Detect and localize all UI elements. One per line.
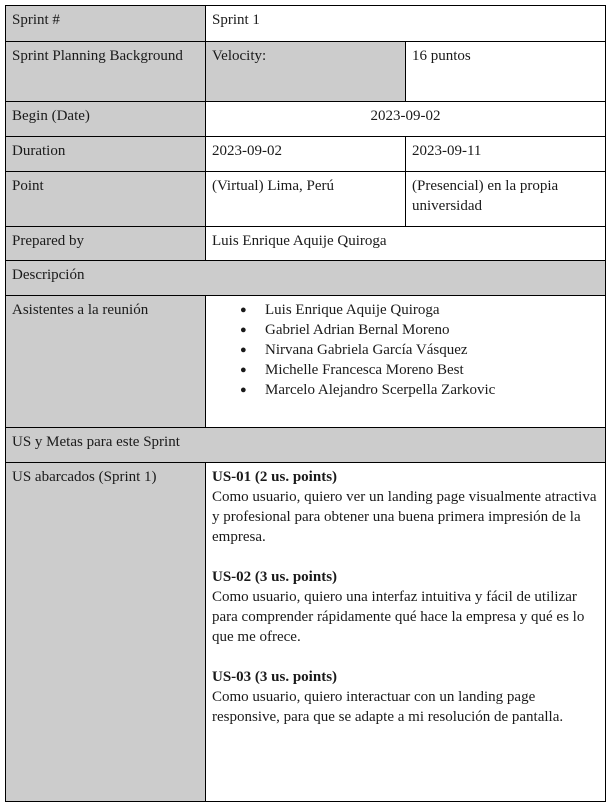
- user-story-title: US-01 (2 us. points): [212, 469, 338, 485]
- user-story: [212, 567, 599, 647]
- attendee-item: ● Michelle Francesca Moreno Best: [240, 360, 599, 380]
- user-story: [212, 467, 599, 547]
- user-story-text: Como usuario, quiero una interfaz intuitiva y fácil de utilizar para comprender rápidamente qué hace la empresa y qué es lo que me ofrece.: [212, 589, 585, 645]
- user-story-text: Como usuario, quiero ver un landing page visualmente atractiva y profesional para obtener una buena primera impresión de la empresa.: [212, 489, 597, 545]
- row-point: [6, 172, 606, 227]
- us-metas-header: US y Metas para este Sprint: [6, 428, 606, 463]
- velocity-label: Velocity:: [206, 42, 406, 102]
- row-planning: [6, 42, 606, 102]
- user-story: [212, 667, 599, 727]
- row-us-metas: [6, 428, 606, 463]
- begin-date: 2023-09-02: [206, 102, 606, 137]
- row-duration: [6, 137, 606, 172]
- duration-start: 2023-09-02: [206, 137, 406, 172]
- point-virtual: (Virtual) Lima, Perú: [206, 172, 406, 227]
- asistentes-label: Asistentes a la reunión: [6, 296, 206, 428]
- row-sprint-number: [6, 6, 606, 42]
- duration-end: 2023-09-11: [406, 137, 606, 172]
- row-us-abarcados: [6, 463, 606, 802]
- point-presencial: (Presencial) en la propia universidad: [406, 172, 606, 227]
- row-begin: [6, 102, 606, 137]
- sprint-table: [5, 5, 606, 802]
- attendee-item: ● Luis Enrique Aquije Quiroga: [240, 300, 599, 320]
- user-story-title: US-03 (3 us. points): [212, 669, 338, 685]
- sprint-number-label: Sprint #: [6, 6, 206, 42]
- attendee-item: ● Gabriel Adrian Bernal Moreno: [240, 320, 599, 340]
- duration-label: Duration: [6, 137, 206, 172]
- us-abarcados-cell: [206, 463, 606, 802]
- user-story-title: US-02 (3 us. points): [212, 569, 338, 585]
- asistentes-cell: [206, 296, 606, 428]
- velocity-value: 16 puntos: [406, 42, 606, 102]
- prepared-by-value: Luis Enrique Aquije Quiroga: [206, 227, 606, 261]
- descripcion-header: Descripción: [6, 261, 606, 296]
- attendee-list: [212, 300, 599, 400]
- user-story-text: Como usuario, quiero interactuar con un landing page responsive, para que se adapte a mi resolución de pantalla.: [212, 689, 564, 725]
- row-asistentes: [6, 296, 606, 428]
- attendee-item: ● Nirvana Gabriela García Vásquez: [240, 340, 599, 360]
- point-label: Point: [6, 172, 206, 227]
- us-abarcados-label: US abarcados (Sprint 1): [6, 463, 206, 802]
- row-prepared-by: [6, 227, 606, 261]
- prepared-by-label: Prepared by: [6, 227, 206, 261]
- planning-label: Sprint Planning Background: [6, 42, 206, 102]
- begin-label: Begin (Date): [6, 102, 206, 137]
- row-descripcion: [6, 261, 606, 296]
- attendee-item: ● Marcelo Alejandro Scerpella Zarkovic: [240, 380, 599, 400]
- sprint-number-value: Sprint 1: [206, 6, 606, 42]
